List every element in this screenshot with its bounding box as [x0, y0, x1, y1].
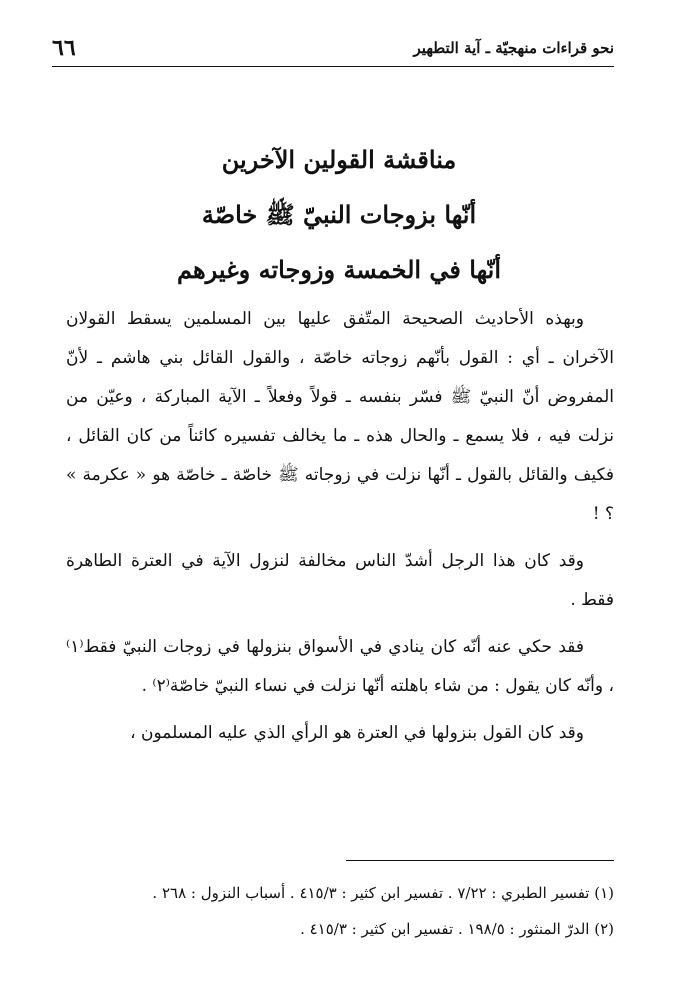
heading-line-3: أنّها في الخمسة وزوجاته وغيرهم	[177, 255, 501, 284]
footnotes	[66, 875, 614, 947]
heading-line-2: أنّها بزوجات النبيّ ﷺ خاصّة	[201, 200, 477, 229]
body-text	[66, 300, 614, 761]
heading-line-1: مناقشة القولين الآخرين	[221, 145, 457, 174]
paragraph-1: وبهذه الأحاديث الصحيحة المتّفق عليها بين المسلمين يسقط القولان الآخران ـ أي : القول بأنّهم زوجاته خاصّة ، والقول القائل بني هاشم ـ لأنّ المفروض أنّ النبيّ ﷺ فسّر بنفسه ـ قولاً وفعلاً ـ الآية المباركة ، وعيّن من نزلت فيه ، فلا يسمع ـ والحال هذه ـ ما يخالف تفسيره كائناً من كان القائل ، فكيف والقائل بالقول ـ أنّها نزلت في زوجاته ﷺ خاصّة ـ خاصّة هو « عكرمة » ؟ !	[66, 309, 614, 524]
paragraph-3: فقد حكي عنه أنّه كان ينادي في الأسواق بنزولها في زوجات النبيّ فقط⁽١⁾ ، وأنّه كان يقول : من شاء باهلته أنّها نزلت في نساء النبيّ خاصّة⁽٢⁾ .	[66, 637, 614, 696]
paragraph-2: وقد كان هذا الرجل أشدّ الناس مخالفة لنزول الآية في العترة الطاهرة فقط .	[66, 551, 614, 610]
page-header	[52, 30, 614, 67]
running-title: نحو قراءات منهجيّة ـ آية التطهير	[413, 39, 614, 57]
footnote-2: (٢) الدرّ المنثور : ١٩٨/٥ . تفسير ابن كثير : ٤١٥/٣ .	[300, 920, 614, 938]
section-headings	[0, 132, 678, 297]
paragraph-4: وقد كان القول بنزولها في العترة هو الرأي الذي عليه المسلمون ،	[130, 723, 584, 743]
footnote-separator	[346, 860, 614, 861]
page-number: ٦٦	[52, 35, 76, 61]
footnote-1: (١) تفسير الطبري : ٧/٢٢ . تفسير ابن كثير : ٤١٥/٣ . أسباب النزول : ٢٦٨ .	[152, 884, 614, 902]
